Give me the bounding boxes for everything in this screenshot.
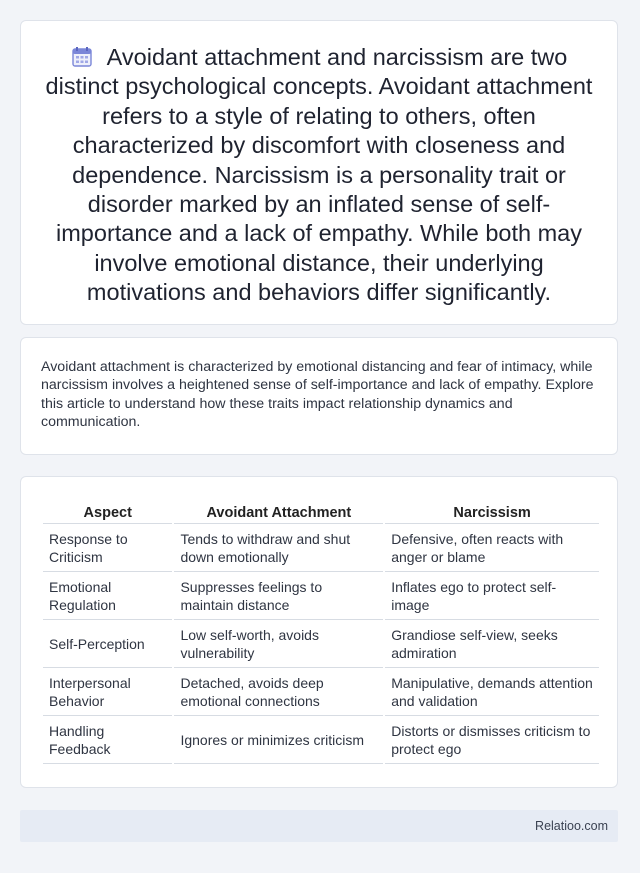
footer-site-link[interactable]: Relatioo.com bbox=[535, 819, 608, 833]
avoidant-cell: Suppresses feelings to maintain distance bbox=[174, 572, 383, 620]
comparison-table bbox=[41, 499, 601, 764]
avoidant-cell: Detached, avoids deep emotional connections bbox=[174, 668, 383, 716]
title-text: Avoidant attachment and narcissism are two distinct psychological concepts. Avoidant attachment refers to a style of relating to others, often characterized by discomfort with closeness and dependence. Narcissism is a personality trait or disorder marked by an inflated sense of self-importance and a lack of empathy. While both may involve emotional distance, their underlying motivations and behaviors differ significantly. bbox=[45, 44, 593, 306]
narcissism-cell: Manipulative, demands attention and validation bbox=[385, 668, 599, 716]
page-title bbox=[43, 43, 595, 308]
narcissism-cell: Distorts or dismisses criticism to protect ego bbox=[385, 716, 599, 764]
aspect-cell: Handling Feedback bbox=[43, 716, 172, 764]
narcissism-cell: Grandiose self-view, seeks admiration bbox=[385, 620, 599, 668]
title-card bbox=[20, 20, 618, 325]
table-header-row bbox=[43, 499, 599, 524]
comparison-table-card bbox=[20, 476, 618, 788]
table-row bbox=[43, 668, 599, 716]
header-narcissism: Narcissism bbox=[385, 499, 599, 524]
table-row bbox=[43, 524, 599, 572]
narcissism-cell: Defensive, often reacts with anger or blame bbox=[385, 524, 599, 572]
table-row bbox=[43, 572, 599, 620]
aspect-cell: Emotional Regulation bbox=[43, 572, 172, 620]
avoidant-cell: Ignores or minimizes criticism bbox=[174, 716, 383, 764]
narcissism-cell: Inflates ego to protect self-image bbox=[385, 572, 599, 620]
aspect-cell: Interpersonal Behavior bbox=[43, 668, 172, 716]
calendar-icon bbox=[71, 46, 93, 68]
summary-card bbox=[20, 337, 618, 455]
header-aspect: Aspect bbox=[43, 499, 172, 524]
table-row bbox=[43, 620, 599, 668]
summary-text: Avoidant attachment is characterized by emotional distancing and fear of intimacy, while narcissism involves a heightened sense of self-importance and lack of empathy. Explore this article to understand how these traits impact relationship dynamics and communication. bbox=[41, 359, 594, 431]
table-row bbox=[43, 716, 599, 764]
aspect-cell: Self-Perception bbox=[43, 620, 172, 668]
footer-bar bbox=[20, 810, 618, 842]
avoidant-cell: Tends to withdraw and shut down emotionally bbox=[174, 524, 383, 572]
aspect-cell: Response to Criticism bbox=[43, 524, 172, 572]
avoidant-cell: Low self-worth, avoids vulnerability bbox=[174, 620, 383, 668]
header-avoidant-attachment: Avoidant Attachment bbox=[174, 499, 383, 524]
